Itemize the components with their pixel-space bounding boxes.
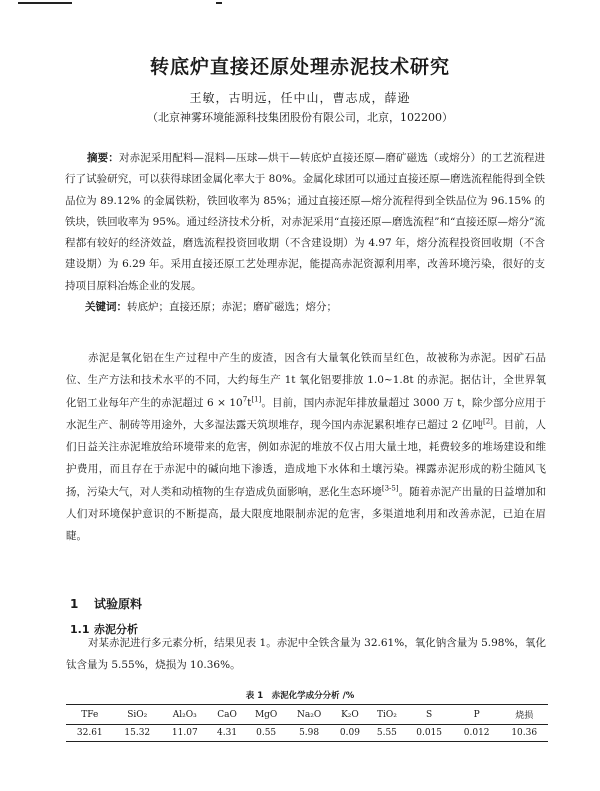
table-header-cell: Al₂O₃: [161, 705, 209, 725]
citation-3-5: [3-5]: [381, 484, 399, 493]
subsection-title: 赤泥分析: [94, 623, 138, 636]
affiliation: （北京神雾环境能源科技集团股份有限公司，北京，102200）: [147, 111, 453, 124]
intro-exponent: 7: [242, 395, 248, 404]
author-list: 王敏，古明远，任中山，曹志成，薛逊: [189, 91, 411, 105]
citation-1: [1]: [251, 395, 262, 404]
table-cell: 15.32: [124, 728, 151, 738]
section-number: 1: [70, 597, 79, 611]
section-heading: [70, 595, 142, 612]
table-cell: 0.09: [339, 728, 360, 738]
abstract: [65, 148, 545, 297]
table-header-cell: TiO₂: [368, 705, 405, 725]
abstract-text: 对赤泥采用配料—混料—压球—烘干—转底炉直接还原—磨矿磁选（或熔分）的工艺流程进行了试验研究，可以获得球团金属化率大于 80%。金属化球团可以通过直接还原—磨选流程能得到全铁品位为 89.12% 的金属铁粉，铁回收率为 85%；通过直接还原—熔分流程得到全铁品位为 96.15% 的铁块，铁回收率为 95%。通过经济技术分析，对赤泥采用“直接还原—磨选流程”和“直接还原—熔分”流程都有较好的经济效益，磨选流程投资回收期（不含建设期）为 4.97 年，熔分流程投资回收期（不含建设期）为 6.29 年。采用直接还原工艺处理赤泥，能提高赤泥资源利用率，改善环境污染，很好的支持项目原料冶炼企业的发展。: [65, 152, 546, 292]
table-cell: 0.012: [463, 728, 490, 738]
introduction-paragraph: [66, 347, 546, 548]
keywords: [85, 299, 545, 314]
composition-table: [66, 704, 548, 742]
paper-title: 转底炉直接还原处理赤泥技术研究: [149, 56, 450, 78]
intro-unit: t: [247, 396, 252, 409]
intro-text-c: 。目前，人们日益关注赤泥堆放给环境带来的危害，例如赤泥的堆放不仅占用大量土地，耗费较多的堆场建设和维护费用，而且存在于赤泥中的碱向地下渗透，造成地下水体和土壤污染。裸露赤泥形成的粉尘随风飞扬，污染大气，对人类和动植物的生存造成负面影响，恶化生态环境: [66, 418, 547, 498]
table-cell: 4.31: [217, 728, 238, 738]
table-cell: 5.98: [299, 728, 320, 738]
table-header-cell: MgO: [246, 705, 287, 725]
intro-text-d: 。随着赤泥产出量的日益增加和人们对环境保护意识的不断提高，最大限度地限制赤泥的危害，多渠道地利用和改善赤泥，已迫在眉睫。: [66, 485, 547, 543]
intro-text-a: 赤泥是氧化铝在生产过程中产生的废渣，因含有大量氧化铁而呈红色，故被称为赤泥。因矿石品位、生产方法和技术水平的不同，大约每生产 1t 氧化铝要排放 1.0~1.8t 的赤泥。据估计，全世界氧化铝工业每年产生的赤泥超过 6 × 10: [66, 352, 546, 409]
table-row: [66, 725, 548, 742]
intro-text-b: 。目前，国内赤泥年排放量超过 3000 万 t，除少部分应用于水泥生产、制砖等用途外，大多湿法露天筑坝堆存，现今国内赤泥累积堆存已超过 2 亿吨: [66, 396, 547, 431]
table-header-cell: Na₂O: [287, 705, 332, 725]
table-cell: 0.015: [416, 728, 443, 738]
citation-2: [2]: [483, 417, 493, 426]
header-rule-mark: [216, 2, 222, 4]
table-header-cell: CaO: [209, 705, 246, 725]
table-cell: 11.07: [171, 728, 198, 738]
table-header-cell: 烧损: [500, 705, 548, 725]
section-title: 试验原料: [94, 597, 143, 611]
keywords-text: 转底炉；直接还原；赤泥；磨矿磁选；熔分；: [127, 301, 337, 313]
table-cell: 0.55: [256, 728, 277, 738]
section-paragraph: 对某赤泥进行多元素分析，结果见表 1。赤泥中全铁含量为 32.61%，氧化钠含量为 5.98%，氧化钛含量为 5.55%，烧损为 10.36%。: [66, 637, 546, 672]
table-header-cell: S: [405, 705, 453, 725]
table-caption: 表 1 赤泥化学成分分析 /%: [245, 691, 355, 701]
table-header-cell: P: [453, 705, 501, 725]
abstract-label: 摘要：: [87, 152, 119, 164]
table-header-row: [66, 705, 548, 725]
table-cell: 5.55: [376, 728, 397, 738]
table-header-cell: K₂O: [331, 705, 368, 725]
table-cell: 32.61: [76, 728, 103, 738]
table-header-cell: TFe: [66, 705, 114, 725]
header-rule: [18, 2, 72, 4]
table-header-cell: SiO₂: [114, 705, 162, 725]
subsection-number: 1.1: [70, 623, 90, 636]
table-cell: 10.36: [511, 728, 538, 738]
keywords-label: 关键词：: [85, 301, 127, 313]
